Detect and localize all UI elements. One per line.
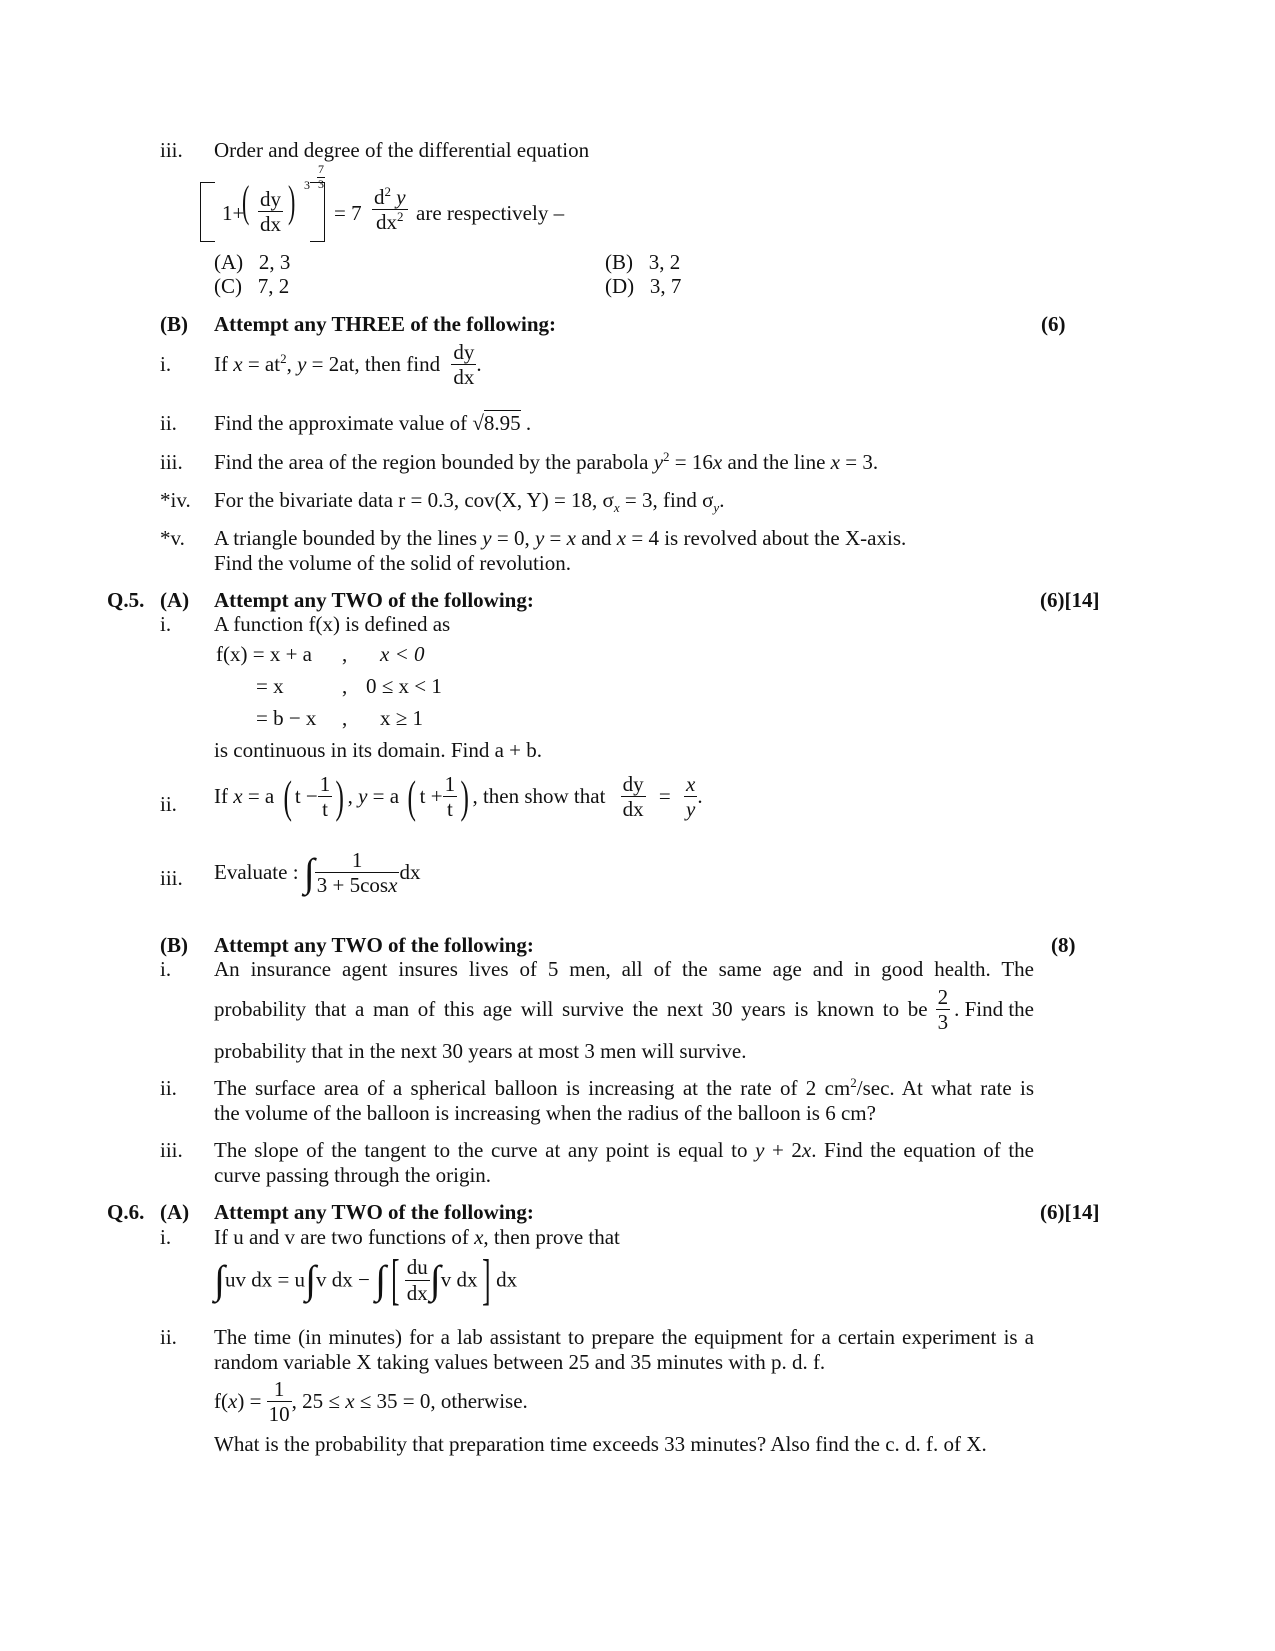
q6-a-i-intro: If u and v are two functions of x, then prove that [214, 1225, 620, 1249]
sqrt-radicand: 8.95 [483, 411, 521, 435]
q6-a-ii-line1: The time (in minutes) for a lab assistant to prepare the equipment for a certain experiment is a [214, 1325, 1034, 1349]
q5-b-heading: Attempt any TWO of the following: [214, 933, 534, 957]
q5-a-ii-text: If x = a ( t − $\frac{1}{t}$ ) , y = a ( t + $\frac{1}{t}$ ) , then show that $\frac{dy}{dx}$ = $\frac{x}{y}$ . [214, 770, 703, 822]
integral-sign: ∫ [303, 849, 315, 895]
q4-iii-number: iii. [160, 138, 183, 162]
q6-a-ii-number: ii. [160, 1325, 177, 1349]
q5-b-i-line3: probability that in the next 30 years at most 3 men will survive. [214, 1039, 747, 1063]
dy-dx-fraction: $\frac{dy}{dx}$ [453, 340, 475, 390]
q5-a-iii-number: iii. [160, 866, 183, 890]
eq-paren-close: ) [288, 177, 296, 226]
q5-a-marks: (6)[14] [1040, 588, 1100, 612]
q4-b-iii-text: Find the area of the region bounded by the parabola $y^2 = 16x$ and the line x = 3. [214, 449, 879, 474]
q4-b-i-text: If $x = at^2$, y = 2at, then find $\frac{dy}{dx}$ . [214, 340, 482, 390]
q5-b-ii-line2: the volume of the balloon is increasing when the radius of the balloon is 6 cm? [214, 1101, 876, 1125]
q5-a-label: (A) [160, 588, 190, 612]
pdf-definition: f(x) = $\frac{1}{10}$ , 25 ≤ x ≤ 35 = 0, otherwise. [214, 1377, 528, 1427]
eq-outer-power: $\frac{7}{3}$ [318, 162, 324, 191]
q5-b-marks: (8) [1051, 933, 1076, 957]
eq-paren-open: ( [242, 177, 250, 226]
option-c[interactable]: (C) 7, 2 [214, 274, 290, 298]
eq-d2y-dx2: $\frac{d^2 y}{dx^2}$ [374, 184, 406, 235]
q6-a-ii-line2: random variable X taking values between 25 and 35 minutes with p. d. f. [214, 1350, 826, 1374]
piecewise-case-3: = b − x , x ≥ 1 [256, 706, 424, 730]
q4-iii-stem: Order and degree of the differential equation [214, 138, 590, 162]
q4-b-i-number: i. [160, 352, 172, 376]
eq-one: 1+ [222, 201, 245, 225]
q5-a-i-intro: A function f(x) is defined as [214, 612, 451, 636]
q4-b-v-line1: A triangle bounded by the lines y = 0, y = x and x = 4 is revolved about the X-axis. [214, 526, 907, 550]
eq-power-3: 3 [304, 178, 310, 192]
q4-b-v-number: *v. [160, 526, 185, 550]
q5-a-i-outro: is continuous in its domain. Find a + b. [214, 738, 543, 762]
q6-a-ii-line4: What is the probability that preparation time exceeds 33 minutes? Also find the c. d. f. of X. [214, 1432, 987, 1456]
option-a[interactable]: (A) 2, 3 [214, 250, 291, 274]
q6-a-marks: (6)[14] [1040, 1200, 1100, 1224]
q5-a-ii-number: ii. [160, 792, 177, 816]
q5-b-iii-line1: The slope of the tangent to the curve at any point is equal to y + 2x. Find the equation of the [214, 1138, 1034, 1162]
q5-number: Q.5. [107, 588, 145, 612]
q5-b-iii-line2: curve passing through the origin. [214, 1163, 492, 1187]
q4-b-ii-text: Find the approximate value of √8.95 . [214, 411, 532, 435]
integration-by-parts-formula: ∫uv dx = u∫v dx − ∫[ $\frac{du}{dx}$ ∫v dx] dx [214, 1249, 518, 1311]
q6-number: Q.6. [107, 1200, 145, 1224]
piecewise-case-2: = x , 0 ≤ x < 1 [256, 674, 442, 698]
q4-b-marks: (6) [1041, 312, 1066, 336]
sqrt-symbol: √ [472, 411, 484, 435]
q5-a-heading: Attempt any TWO of the following: [214, 588, 534, 612]
q4-b-ii-number: ii. [160, 411, 177, 435]
q5-b-i-line1: An insurance agent insures lives of 5 men, all of the same age and in good health. The [214, 957, 1034, 981]
q5-a-iii-text: Evaluate : ∫ $\frac{1}{3 + 5\cos x}$ dx [214, 848, 421, 898]
eq-tail: are respectively – [416, 201, 565, 225]
q4-b-label: (B) [160, 312, 188, 336]
option-b[interactable]: (B) 3, 2 [605, 250, 681, 274]
q5-b-iii-number: iii. [160, 1138, 183, 1162]
q5-b-ii-line1: The surface area of a spherical balloon is increasing at the rate of 2 $cm^2/\sec$. At what rate is [214, 1075, 1035, 1100]
q5-b-i-number: i. [160, 957, 172, 981]
q4-b-iv-text: For the bivariate data r = 0.3, cov(X, Y) = 18, $\sigma_x = 3$, find $\sigma_y$. [214, 488, 725, 516]
option-d[interactable]: (D) 3, 7 [605, 274, 682, 298]
eq-dy-dx: $\frac{dy}{dx}$ [260, 187, 281, 237]
piecewise-case-1: f(x) = x + a , x < 0 [216, 642, 425, 666]
q5-b-label: (B) [160, 933, 188, 957]
q4-b-heading: Attempt any THREE of the following: [214, 312, 557, 336]
q6-a-i-number: i. [160, 1225, 172, 1249]
eq-rhs-coef: = 7 [334, 201, 362, 225]
q5-b-ii-number: ii. [160, 1076, 177, 1100]
q4-b-iii-number: iii. [160, 450, 183, 474]
q4-b-iv-number: *iv. [160, 488, 191, 512]
q4-b-v-line2: Find the volume of the solid of revolution. [214, 551, 571, 575]
q6-a-label: (A) [160, 1200, 190, 1224]
q5-b-i-line2: probability that a man of this age will survive the next 30 years is known to be $\frac{2}{3}$ . Find the [214, 985, 1034, 1035]
q5-a-i-number: i. [160, 612, 172, 636]
q6-a-heading: Attempt any TWO of the following: [214, 1200, 534, 1224]
